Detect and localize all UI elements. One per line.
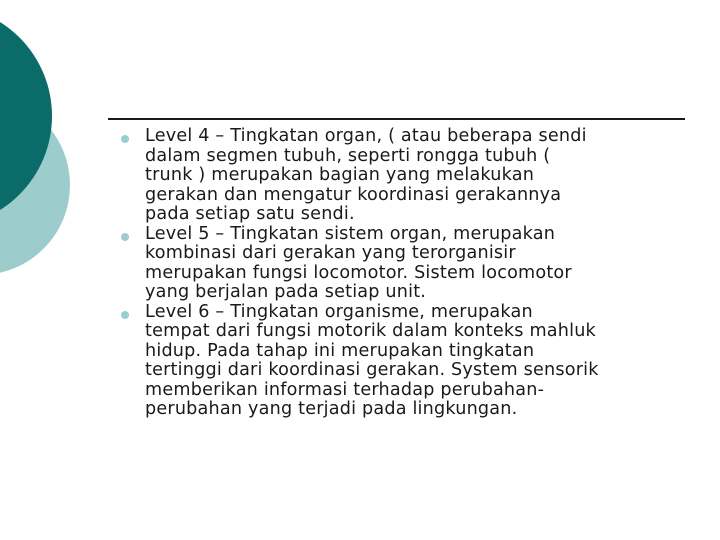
bullet-text-line: Level 6 – Tingkatan organisme, merupakan bbox=[145, 301, 533, 322]
bullet-text-line: trunk ) merupakan bagian yang melakukan bbox=[145, 165, 535, 185]
title-divider-line bbox=[108, 118, 685, 120]
bullet-text-line: merupakan fungsi locomotor. Sistem locomotor bbox=[145, 262, 572, 283]
bullet-dot-icon bbox=[121, 311, 129, 319]
bullet-text-line: Level 4 – Tingkatan organ, ( atau beberapa sendi bbox=[145, 126, 587, 146]
bullet-list bbox=[0, 127, 720, 420]
bullet-text-line: Level 5 – Tingkatan sistem organ, merupakan bbox=[145, 223, 556, 244]
bullet-text-line: perubahan yang terjadi pada lingkungan. bbox=[145, 399, 518, 419]
bullet-text-line: kombinasi dari gerakan yang terorganisir bbox=[145, 243, 516, 263]
bullet-dot-icon bbox=[121, 233, 129, 241]
bullet-text-line: yang berjalan pada setiap unit. bbox=[145, 282, 427, 302]
bullet-text-line: hidup. Pada tahap ini merupakan tingkatan bbox=[145, 340, 535, 361]
bullet-text-line: pada setiap satu sendi. bbox=[145, 204, 355, 224]
bullet-item-level-5 bbox=[0, 225, 720, 303]
bullet-item-level-6 bbox=[0, 303, 720, 420]
bullet-text-line: tempat dari fungsi motorik dalam konteks mahluk bbox=[145, 321, 596, 341]
bullet-text-line: tertinggi dari koordinasi gerakan. System sensorik bbox=[145, 360, 599, 380]
bullet-text-line: memberikan informasi terhadap perubahan- bbox=[145, 379, 545, 400]
bullet-text-line: dalam segmen tubuh, seperti rongga tubuh ( bbox=[145, 145, 551, 166]
bullet-dot-icon bbox=[121, 135, 129, 143]
bullet-text-line: gerakan dan mengatur koordinasi gerakannya bbox=[145, 184, 562, 205]
bullet-item-level-4 bbox=[0, 127, 720, 225]
